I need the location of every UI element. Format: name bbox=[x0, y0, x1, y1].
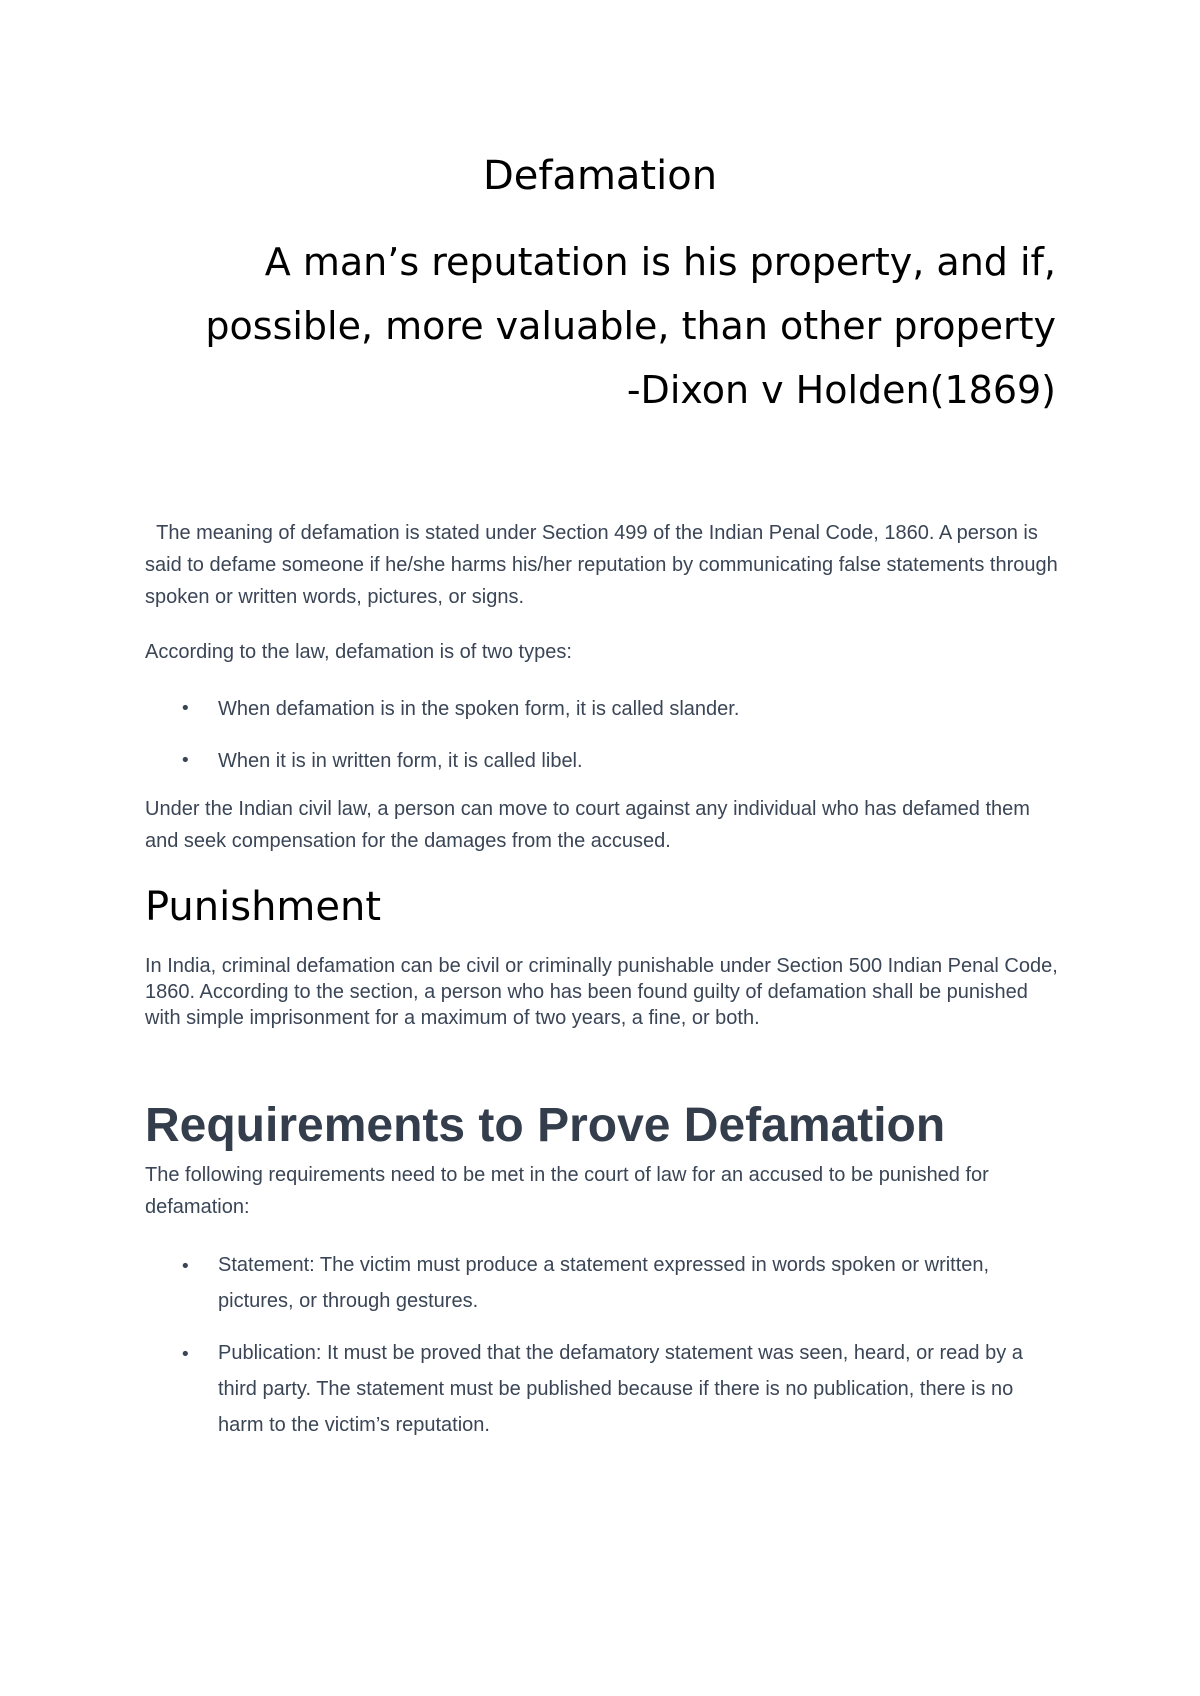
bullet-icon: • bbox=[180, 1344, 191, 1365]
requirements-heading: Requirements to Prove Defamation bbox=[145, 1099, 946, 1152]
epigraph-quote bbox=[156, 230, 1056, 422]
bullet-icon: • bbox=[180, 698, 191, 719]
list-item bbox=[145, 693, 1060, 725]
list-item-text: Publication: It must be proved that the defamatory statement was seen, heard, or read by a third party. The statement must be published because if there is no publication, there is no harm to the victim’s reputation. bbox=[218, 1342, 1023, 1436]
defamation-types-list bbox=[145, 693, 1060, 797]
punishment-heading: Punishment bbox=[145, 884, 382, 930]
quote-line-2: possible, more valuable, than other property bbox=[205, 304, 1056, 348]
bullet-icon: • bbox=[180, 1256, 191, 1277]
punishment-paragraph: In India, criminal defamation can be civil or criminally punishable under Section 500 Indian Penal Code, 1860. According to the section, a person who has been found guilty of defamation shall be punished with simple imprisonment for a maximum of two years, a fine, or both. bbox=[145, 955, 1058, 1029]
list-item bbox=[145, 745, 1060, 777]
list-item-text: When it is in written form, it is called libel. bbox=[218, 750, 583, 772]
civil-law-paragraph: Under the Indian civil law, a person can move to court against any individual who has defamed them and seek compensation for the damages from the accused. bbox=[145, 798, 1030, 852]
requirements-intro-paragraph: The following requirements need to be met in the court of law for an accused to be punished for defamation: bbox=[145, 1164, 989, 1218]
list-item-text: Statement: The victim must produce a statement expressed in words spoken or written, pictures, or through gestures. bbox=[218, 1254, 990, 1312]
types-intro-paragraph: According to the law, defamation is of two types: bbox=[145, 641, 572, 663]
list-item bbox=[145, 1247, 1060, 1319]
intro-paragraph: The meaning of defamation is stated under Section 499 of the Indian Penal Code, 1860. A person is said to defame someone if he/she harms his/her reputation by communicating false statements through spoken or written words, pictures, or signs. bbox=[145, 522, 1064, 608]
document-title: Defamation bbox=[482, 153, 718, 199]
requirements-list bbox=[145, 1247, 1060, 1459]
quote-attribution: -Dixon v Holden(1869) bbox=[626, 368, 1056, 412]
list-item bbox=[145, 1335, 1060, 1443]
bullet-icon: • bbox=[180, 750, 191, 771]
quote-line-1: A man’s reputation is his property, and if, bbox=[264, 240, 1056, 284]
list-item-text: When defamation is in the spoken form, it is called slander. bbox=[218, 698, 740, 720]
